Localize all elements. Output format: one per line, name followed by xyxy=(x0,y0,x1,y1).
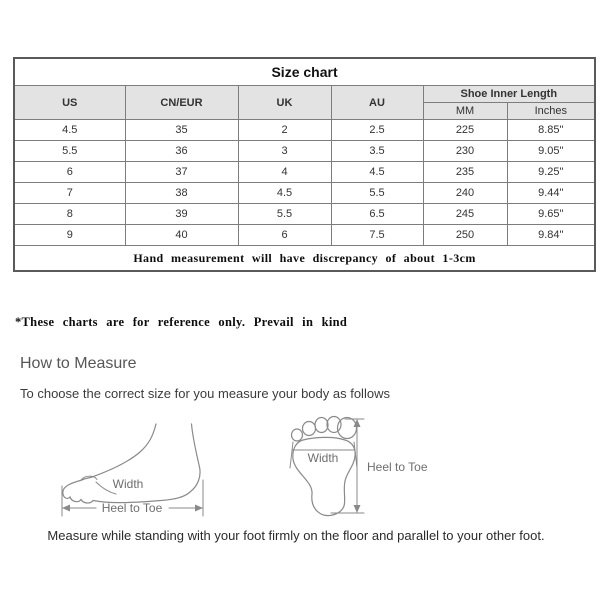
size-row xyxy=(14,162,595,183)
size-chart-title-row xyxy=(14,58,595,86)
size-cell: 250 xyxy=(423,225,507,246)
toe-shape xyxy=(327,417,341,433)
size-cell: 9.65" xyxy=(507,204,595,225)
size-cell: 8 xyxy=(14,204,125,225)
size-cell: 36 xyxy=(125,141,238,162)
toe-shape xyxy=(303,422,316,436)
column-header-cn-eur: CN/EUR xyxy=(125,86,238,120)
column-header-mm: MM xyxy=(423,103,507,120)
arrowhead-left-icon xyxy=(62,505,70,512)
size-row xyxy=(14,183,595,204)
column-header-au: AU xyxy=(331,86,423,120)
size-cell: 4 xyxy=(238,162,331,183)
size-cell: 35 xyxy=(125,120,238,141)
size-cell: 39 xyxy=(125,204,238,225)
sole-width-label: Width xyxy=(307,451,339,465)
size-cell: 40 xyxy=(125,225,238,246)
size-cell: 4.5 xyxy=(238,183,331,204)
size-chart-title: Size chart xyxy=(14,58,595,86)
foot-side-view-diagram xyxy=(56,420,212,520)
column-header-uk: UK xyxy=(238,86,331,120)
size-row xyxy=(14,141,595,162)
sole-outline xyxy=(293,437,355,515)
table-footnote: Hand measurement will have discrepancy of about 1-3cm xyxy=(14,246,595,272)
how-to-measure-intro: To choose the correct size for you measure your body as follows xyxy=(20,386,390,401)
column-header-inner-length: Shoe Inner Length xyxy=(423,86,595,103)
arrowhead-down-icon xyxy=(354,505,361,513)
size-cell: 7.5 xyxy=(331,225,423,246)
size-header-row xyxy=(14,86,595,103)
toe-shape xyxy=(292,429,303,441)
foot-outline xyxy=(63,424,200,503)
size-cell: 38 xyxy=(125,183,238,204)
size-cell: 3 xyxy=(238,141,331,162)
size-cell: 5.5 xyxy=(238,204,331,225)
reference-note: *These charts are for reference only. Prevail in kind xyxy=(15,315,348,329)
size-cell: 9 xyxy=(14,225,125,246)
size-cell: 9.25" xyxy=(507,162,595,183)
measure-caption: Measure while standing with your foot firmly on the floor and parallel to your other foot. xyxy=(47,528,545,543)
size-cell: 7 xyxy=(14,183,125,204)
table-footnote-row xyxy=(14,246,595,272)
size-cell: 4.5 xyxy=(14,120,125,141)
size-cell: 6 xyxy=(238,225,331,246)
footprint-diagram xyxy=(283,413,433,525)
toe-shape xyxy=(315,418,328,433)
side-width-label: Width xyxy=(112,477,144,491)
size-cell: 3.5 xyxy=(331,141,423,162)
size-cell: 2 xyxy=(238,120,331,141)
size-row xyxy=(14,204,595,225)
how-to-measure-heading: How to Measure xyxy=(20,355,137,372)
size-cell: 235 xyxy=(423,162,507,183)
size-cell: 2.5 xyxy=(331,120,423,141)
size-cell: 4.5 xyxy=(331,162,423,183)
arrowhead-right-icon xyxy=(195,505,203,512)
size-cell: 225 xyxy=(423,120,507,141)
sole-heel-to-toe-label: Heel to Toe xyxy=(367,460,428,474)
arrowhead-up-icon xyxy=(354,419,361,427)
size-cell: 37 xyxy=(125,162,238,183)
size-row xyxy=(14,120,595,141)
column-header-inches: Inches xyxy=(507,103,595,120)
size-cell: 6.5 xyxy=(331,204,423,225)
size-cell: 9.84" xyxy=(507,225,595,246)
size-cell: 6 xyxy=(14,162,125,183)
size-cell: 230 xyxy=(423,141,507,162)
side-heel-to-toe-label: Heel to Toe xyxy=(101,501,163,515)
size-cell: 5.5 xyxy=(331,183,423,204)
size-chart-table xyxy=(13,57,596,272)
size-cell: 245 xyxy=(423,204,507,225)
size-cell: 9.05" xyxy=(507,141,595,162)
size-cell: 9.44" xyxy=(507,183,595,204)
size-cell: 240 xyxy=(423,183,507,204)
column-header-us: US xyxy=(14,86,125,120)
size-cell: 8.85" xyxy=(507,120,595,141)
size-row xyxy=(14,225,595,246)
size-cell: 5.5 xyxy=(14,141,125,162)
